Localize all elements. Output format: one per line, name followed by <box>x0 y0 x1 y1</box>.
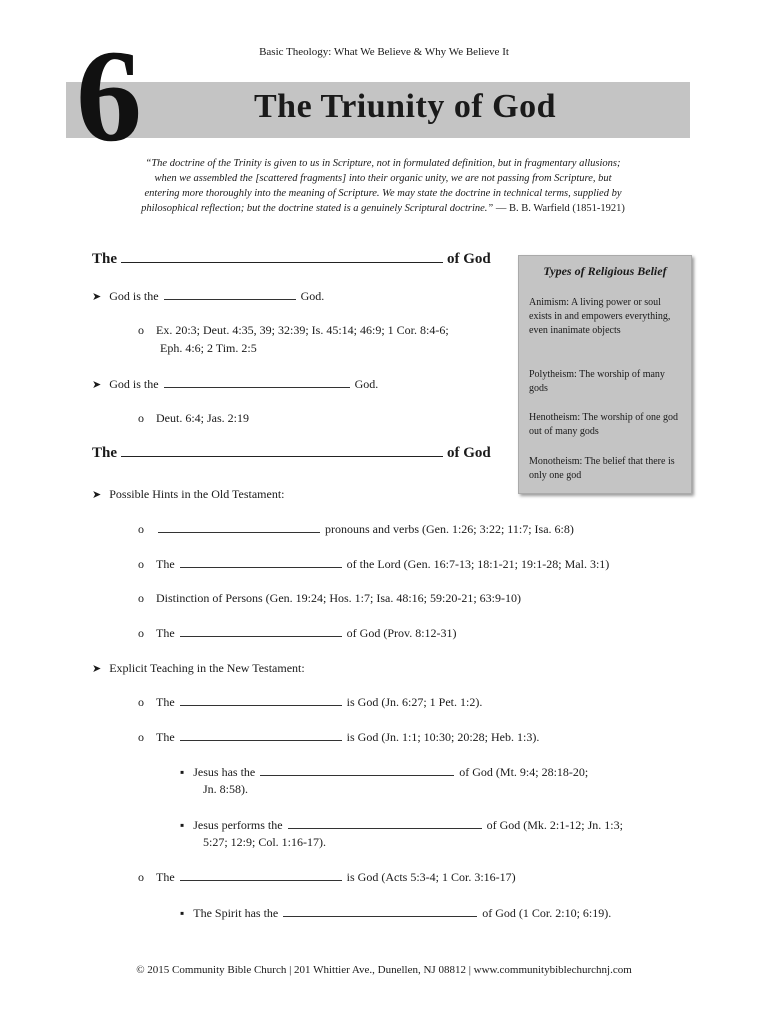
heading-suffix: of God <box>447 445 491 461</box>
item-prefix: Jesus performs the <box>193 818 283 832</box>
heading-prefix: The <box>92 251 118 267</box>
item-suffix: is God (Acts 5:3-4; 1 Cor. 3:16-17) <box>346 870 516 884</box>
circle-bullet-icon: o <box>138 695 144 709</box>
scripture-refs: Ex. 20:3; Deut. 4:35, 39; 32:39; Is. 45:14; 46:9; 1 Cor. 8:4-6; <box>156 323 449 337</box>
circle-bullet-icon: o <box>138 557 144 571</box>
nt-label: Explicit Teaching in the New Testament: <box>109 661 305 675</box>
arrow-bullet-icon: ➤ <box>92 663 102 675</box>
footer: © 2015 Community Bible Church | 201 Whittier Ave., Dunellen, NJ 08812 | www.communitybiblechurchnj.com <box>136 964 632 976</box>
list-item <box>138 590 521 606</box>
list-item <box>138 729 539 745</box>
circle-bullet-icon: o <box>138 870 144 884</box>
item-suffix: is God (Jn. 6:27; 1 Pet. 1:2). <box>346 695 483 709</box>
sidebar-entry-animism: Animism: A living power or soul exists in and empowers everything, even inanimate objects <box>529 297 671 336</box>
item-cont: 5:27; 12:9; Col. 1:16-17). <box>203 835 326 849</box>
item-prefix: God is the <box>109 289 159 303</box>
item-prefix: Jesus has the <box>193 765 256 779</box>
fill-blank[interactable] <box>283 906 477 917</box>
list-item <box>138 694 482 710</box>
circle-bullet-icon: o <box>138 626 144 640</box>
square-bullet-icon: ▪ <box>180 765 185 779</box>
arrow-bullet-icon: ➤ <box>92 379 102 391</box>
item-prefix: The <box>156 626 175 640</box>
circle-bullet-icon: o <box>138 323 144 337</box>
item-prefix: The <box>156 695 175 709</box>
series-title: Basic Theology: What We Believe & Why We Believe It <box>259 46 509 58</box>
scripture-refs-cont: Eph. 4:6; 2 Tim. 2:5 <box>160 341 257 355</box>
religious-belief-sidebar <box>518 255 692 494</box>
sidebar-entry-monotheism: Monotheism: The belief that there is only one god <box>529 456 675 481</box>
list-item <box>138 869 516 885</box>
item-suffix: God. <box>354 377 379 391</box>
fill-blank[interactable] <box>288 818 482 829</box>
item-cont: Jn. 8:58). <box>203 782 248 796</box>
heading-suffix: of God <box>447 251 491 267</box>
epigraph <box>140 156 626 216</box>
item-prefix: The <box>156 557 175 571</box>
page-title: The Triunity of God <box>253 88 557 125</box>
item-text: Distinction of Persons (Gen. 19:24; Hos. 1:7; Isa. 48:16; 59:20-21; 63:9-10) <box>156 591 521 605</box>
sidebar-title: Types of Religious Belief <box>543 264 667 278</box>
list-item <box>92 376 378 393</box>
arrow-bullet-icon: ➤ <box>92 291 102 303</box>
list-item <box>92 288 324 305</box>
circle-bullet-icon: o <box>138 411 144 425</box>
circle-bullet-icon: o <box>138 730 144 744</box>
circle-bullet-icon: o <box>138 522 144 536</box>
item-prefix: The <box>156 730 175 744</box>
list-item <box>180 905 611 921</box>
item-prefix: God is the <box>109 377 159 391</box>
sidebar-entry-henotheism: Henotheism: The worship of one god out of many gods <box>529 412 678 437</box>
arrow-bullet-icon: ➤ <box>92 489 102 501</box>
fill-blank[interactable] <box>180 695 342 706</box>
item-suffix: of God (Prov. 8:12-31) <box>346 626 457 640</box>
list-item <box>138 556 609 572</box>
hints-label: Possible Hints in the Old Testament: <box>109 487 285 501</box>
item-suffix: of God (Mt. 9:4; 28:18-20; <box>459 765 589 779</box>
fill-blank[interactable] <box>121 250 443 263</box>
fill-blank[interactable] <box>164 377 350 388</box>
fill-blank[interactable] <box>164 289 296 300</box>
circle-bullet-icon: o <box>138 591 144 605</box>
fill-blank[interactable] <box>260 765 454 776</box>
fill-blank[interactable] <box>158 522 320 533</box>
item-suffix: of God (Mk. 2:1-12; Jn. 1:3; <box>486 818 623 832</box>
list-item <box>138 521 574 537</box>
fill-blank[interactable] <box>180 870 342 881</box>
section-heading-trinity <box>92 444 491 462</box>
list-item <box>138 625 457 641</box>
list-item <box>92 660 305 677</box>
list-item <box>138 322 449 338</box>
chapter-number: 6 <box>76 22 142 169</box>
fill-blank[interactable] <box>180 730 342 741</box>
item-suffix: of God (1 Cor. 2:10; 6:19). <box>482 906 612 920</box>
item-suffix: of the Lord (Gen. 16:7-13; 18:1-21; 19:1-28; Mal. 3:1) <box>346 557 610 571</box>
square-bullet-icon: ▪ <box>180 906 185 920</box>
item-suffix: pronouns and verbs (Gen. 1:26; 3:22; 11:7; Isa. 6:8) <box>325 522 574 536</box>
item-suffix: is God (Jn. 1:1; 10:30; 20:28; Heb. 1:3). <box>346 730 540 744</box>
epigraph-attribution: — B. B. Warfield (1851-1921) <box>495 203 625 214</box>
item-suffix: God. <box>300 289 325 303</box>
epigraph-text: “The doctrine of the Trinity is given to us in Scripture, not in formulated definition, but in fragmentary allusions; when we assembled the [scattered fragments] into their organic unity, we are not passing from Scripture, but entering more thoroughly into the meaning of Scripture. We may state the doctrine in technical terms, supplied by philosophical reflection; but the doctrine stated is a genuinely Scriptural doctrine.” <box>141 158 622 214</box>
list-item <box>92 486 284 503</box>
fill-blank[interactable] <box>121 444 443 457</box>
sidebar-entry-polytheism: Polytheism: The worship of many gods <box>529 369 665 394</box>
scripture-refs: Deut. 6:4; Jas. 2:19 <box>156 411 249 425</box>
item-prefix: The <box>156 870 175 884</box>
section-heading-unity <box>92 250 491 268</box>
fill-blank[interactable] <box>180 626 342 637</box>
fill-blank[interactable] <box>180 557 342 568</box>
list-item <box>180 817 623 833</box>
list-item <box>138 410 249 426</box>
item-prefix: The Spirit has the <box>193 906 279 920</box>
list-item <box>180 764 588 780</box>
square-bullet-icon: ▪ <box>180 818 185 832</box>
heading-prefix: The <box>92 445 118 461</box>
